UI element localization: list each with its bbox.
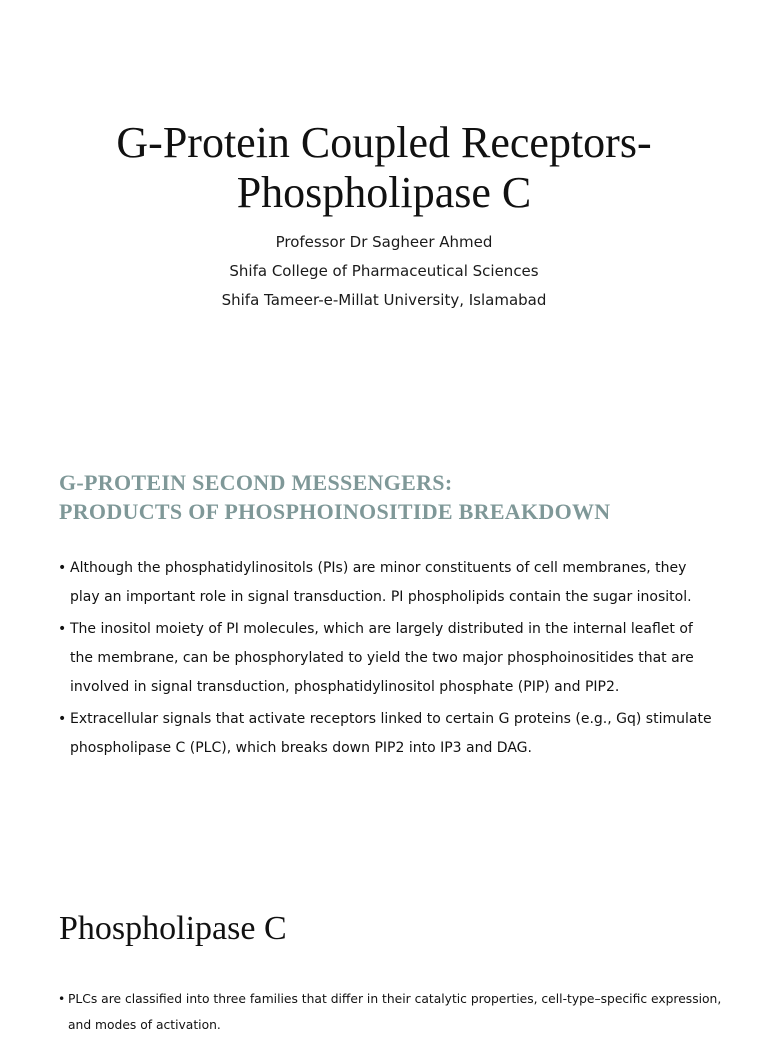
bullet-marker: • — [58, 992, 66, 1006]
list-item — [58, 705, 718, 763]
bullet-marker: • — [58, 621, 67, 637]
slide-title-line-1: G-Protein Coupled Receptors- — [116, 118, 652, 167]
bullet-text: Extracellular signals that activate receptors linked to certain G proteins (e.g., Gq) stimulate phospholipase C (PLC), which breaks down PIP2 into IP3 and DAG. — [70, 711, 712, 756]
list-item — [58, 554, 718, 612]
bullet-text: PLCs are classified into three families that differ in their catalytic properties, cell-type–specific expression, and modes of activation. — [68, 992, 722, 1032]
bullet-text: Although the phosphatidylinositols (PIs) are minor constituents of cell membranes, they play an important role in signal transduction. PI phospholipids contain the sugar inositol. — [70, 560, 692, 605]
phospholipase-c-slide — [0, 880, 768, 1032]
second-messengers-slide — [0, 440, 768, 860]
slide-title-line-2: Phospholipase C — [236, 168, 532, 217]
bullet-marker: • — [58, 711, 67, 727]
section-heading-line-2: PRODUCTS OF PHOSPHOINOSITIDE BREAKDOWN — [59, 499, 611, 524]
university-name: Shifa Tameer-e-Millat University, Islamabad — [221, 291, 547, 309]
list-item — [58, 986, 728, 1038]
title-slide — [0, 0, 768, 440]
slide-title — [0, 118, 768, 218]
list-item — [58, 615, 718, 702]
slide-subtitle — [0, 228, 768, 315]
bullet-list — [58, 554, 718, 766]
bullet-list — [58, 986, 728, 1038]
section-heading-line-1: G-PROTEIN SECOND MESSENGERS: — [59, 470, 453, 495]
bullet-text: The inositol moiety of PI molecules, which are largely distributed in the internal leaflet of the membrane, can be phosphorylated to yield the two major phosphoinositides that are involved in signal transduction, phosphatidylinositol phosphate (PIP) and PIP2. — [70, 621, 694, 695]
section-heading — [59, 468, 611, 526]
bullet-marker: • — [58, 560, 67, 576]
slide-heading: Phospholipase C — [59, 910, 287, 947]
college-name: Shifa College of Pharmaceutical Sciences — [229, 262, 539, 280]
author-name: Professor Dr Sagheer Ahmed — [275, 233, 493, 251]
